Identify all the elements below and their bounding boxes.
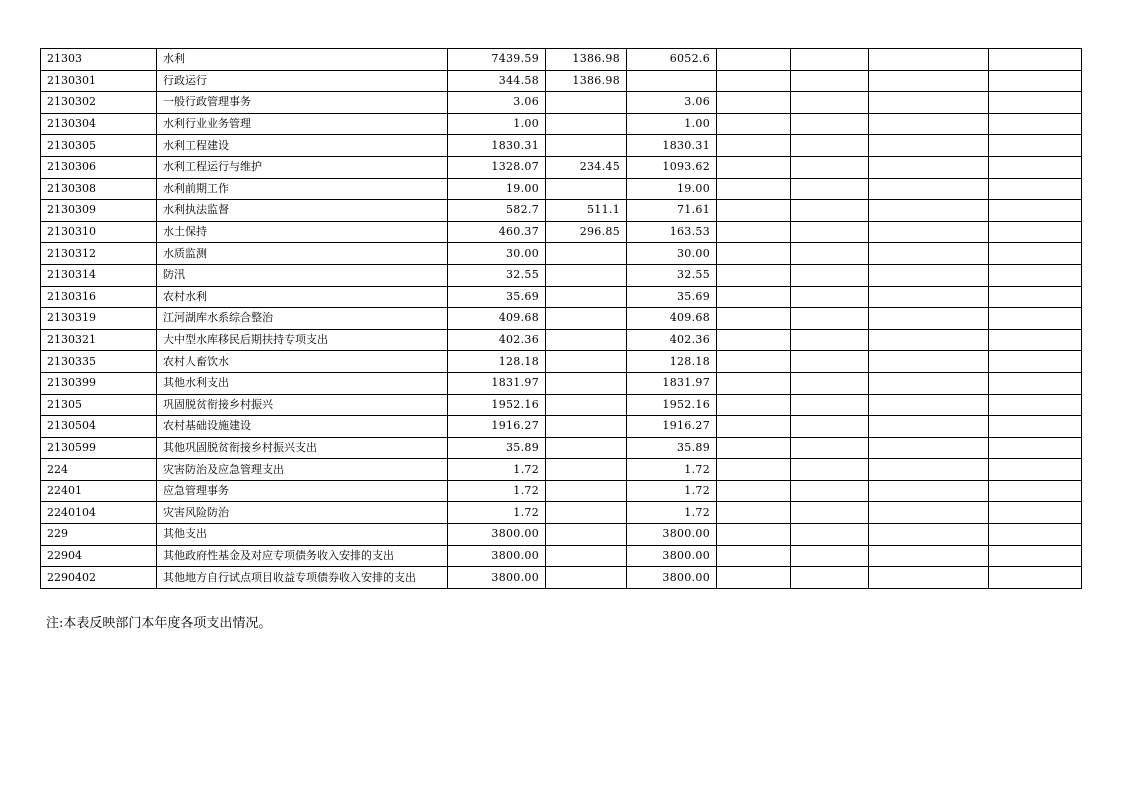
cell-total: 32.55 [448,264,546,286]
cell-item-name: 水利执法监督 [157,200,448,222]
table-row [41,524,1082,546]
cell-item-name: 农村水利 [157,286,448,308]
cell-col8 [869,200,989,222]
cell-item-name: 水利工程建设 [157,135,448,157]
cell-code: 2290402 [41,567,157,589]
cell-col8 [869,178,989,200]
cell-basic-expenditure [546,286,627,308]
table-row [41,372,1082,394]
table-row [41,70,1082,92]
cell-col6 [717,70,791,92]
cell-col6 [717,437,791,459]
cell-project-expenditure [627,70,717,92]
cell-col9 [989,70,1082,92]
cell-code: 2130301 [41,70,157,92]
table-row [41,416,1082,438]
cell-col8 [869,92,989,114]
cell-project-expenditure: 35.69 [627,286,717,308]
cell-item-name: 其他政府性基金及对应专项债务收入安排的支出 [157,545,448,567]
cell-col6 [717,113,791,135]
cell-col9 [989,156,1082,178]
cell-col8 [869,49,989,71]
cell-total: 7439.59 [448,49,546,71]
cell-col8 [869,372,989,394]
cell-basic-expenditure [546,459,627,481]
cell-code: 2130309 [41,200,157,222]
cell-col6 [717,308,791,330]
cell-col7 [791,351,869,373]
cell-project-expenditure: 1952.16 [627,394,717,416]
cell-basic-expenditure [546,372,627,394]
cell-total: 3.06 [448,92,546,114]
cell-col8 [869,524,989,546]
cell-col6 [717,480,791,502]
cell-total: 35.69 [448,286,546,308]
cell-col9 [989,178,1082,200]
cell-col8 [869,308,989,330]
cell-col6 [717,200,791,222]
cell-basic-expenditure: 511.1 [546,200,627,222]
cell-basic-expenditure [546,480,627,502]
cell-col7 [791,416,869,438]
cell-col6 [717,524,791,546]
cell-col6 [717,178,791,200]
cell-code: 2130312 [41,243,157,265]
cell-total: 1.72 [448,459,546,481]
cell-col9 [989,416,1082,438]
cell-col7 [791,372,869,394]
cell-col6 [717,351,791,373]
cell-col7 [791,70,869,92]
cell-col9 [989,264,1082,286]
cell-total: 30.00 [448,243,546,265]
cell-col7 [791,480,869,502]
cell-col9 [989,372,1082,394]
cell-project-expenditure: 1.72 [627,502,717,524]
cell-code: 2130335 [41,351,157,373]
cell-col7 [791,221,869,243]
cell-col7 [791,308,869,330]
table-row [41,113,1082,135]
cell-project-expenditure: 30.00 [627,243,717,265]
cell-project-expenditure: 1916.27 [627,416,717,438]
cell-col6 [717,394,791,416]
cell-project-expenditure: 3800.00 [627,545,717,567]
cell-col9 [989,351,1082,373]
cell-project-expenditure: 71.61 [627,200,717,222]
table-row [41,221,1082,243]
table-row [41,459,1082,481]
table-row [41,545,1082,567]
cell-code: 2130599 [41,437,157,459]
table-row [41,200,1082,222]
cell-item-name: 灾害防治及应急管理支出 [157,459,448,481]
cell-item-name: 水利 [157,49,448,71]
table-row [41,264,1082,286]
cell-project-expenditure: 1830.31 [627,135,717,157]
cell-col9 [989,92,1082,114]
cell-col6 [717,545,791,567]
cell-project-expenditure: 35.89 [627,437,717,459]
cell-col6 [717,416,791,438]
cell-item-name: 灾害风险防治 [157,502,448,524]
cell-item-name: 巩固脱贫衔接乡村振兴 [157,394,448,416]
cell-basic-expenditure [546,545,627,567]
cell-item-name: 应急管理事务 [157,480,448,502]
cell-col9 [989,567,1082,589]
cell-basic-expenditure [546,416,627,438]
table-body [41,49,1082,589]
cell-col8 [869,286,989,308]
cell-col6 [717,135,791,157]
cell-col7 [791,178,869,200]
table-row [41,286,1082,308]
cell-code: 2130308 [41,178,157,200]
cell-project-expenditure: 402.36 [627,329,717,351]
cell-col9 [989,459,1082,481]
cell-code: 2240104 [41,502,157,524]
cell-basic-expenditure [546,437,627,459]
cell-col8 [869,480,989,502]
cell-item-name: 水利行业业务管理 [157,113,448,135]
table-row [41,394,1082,416]
cell-code: 21303 [41,49,157,71]
cell-col9 [989,502,1082,524]
cell-project-expenditure: 6052.6 [627,49,717,71]
cell-col8 [869,502,989,524]
cell-item-name: 行政运行 [157,70,448,92]
cell-col7 [791,49,869,71]
table-footnote: 注:本表反映部门本年度各项支出情况。 [46,616,272,631]
cell-code: 2130304 [41,113,157,135]
cell-basic-expenditure [546,264,627,286]
cell-col6 [717,502,791,524]
cell-col7 [791,156,869,178]
cell-col6 [717,221,791,243]
table-row [41,351,1082,373]
cell-basic-expenditure [546,502,627,524]
cell-col7 [791,135,869,157]
cell-basic-expenditure [546,567,627,589]
expenditure-table [40,48,1082,589]
table-row [41,156,1082,178]
table-row [41,308,1082,330]
table-row [41,437,1082,459]
cell-item-name: 一般行政管理事务 [157,92,448,114]
cell-col8 [869,264,989,286]
cell-code: 2130310 [41,221,157,243]
cell-item-name: 水土保持 [157,221,448,243]
cell-total: 3800.00 [448,545,546,567]
cell-basic-expenditure: 1386.98 [546,49,627,71]
cell-col7 [791,524,869,546]
cell-col8 [869,329,989,351]
cell-col9 [989,49,1082,71]
cell-col7 [791,567,869,589]
cell-total: 3800.00 [448,524,546,546]
cell-project-expenditure: 3800.00 [627,524,717,546]
cell-total: 1916.27 [448,416,546,438]
cell-total: 409.68 [448,308,546,330]
cell-item-name: 水利前期工作 [157,178,448,200]
cell-total: 344.58 [448,70,546,92]
cell-col6 [717,156,791,178]
cell-col6 [717,286,791,308]
cell-col9 [989,545,1082,567]
cell-code: 224 [41,459,157,481]
cell-col7 [791,92,869,114]
cell-total: 1831.97 [448,372,546,394]
table-row [41,135,1082,157]
cell-col6 [717,243,791,265]
cell-col7 [791,264,869,286]
cell-basic-expenditure: 296.85 [546,221,627,243]
cell-project-expenditure: 1.00 [627,113,717,135]
cell-code: 22401 [41,480,157,502]
table-row [41,49,1082,71]
cell-basic-expenditure: 234.45 [546,156,627,178]
cell-total: 19.00 [448,178,546,200]
cell-project-expenditure: 3800.00 [627,567,717,589]
cell-col6 [717,49,791,71]
cell-project-expenditure: 409.68 [627,308,717,330]
cell-col8 [869,113,989,135]
cell-col7 [791,545,869,567]
cell-code: 21305 [41,394,157,416]
cell-basic-expenditure [546,135,627,157]
cell-col9 [989,329,1082,351]
cell-code: 22904 [41,545,157,567]
cell-project-expenditure: 3.06 [627,92,717,114]
cell-total: 1.72 [448,502,546,524]
cell-col6 [717,459,791,481]
cell-project-expenditure: 32.55 [627,264,717,286]
cell-code: 2130319 [41,308,157,330]
cell-col8 [869,135,989,157]
cell-basic-expenditure [546,351,627,373]
cell-col9 [989,200,1082,222]
cell-col9 [989,135,1082,157]
cell-col8 [869,243,989,265]
cell-total: 582.7 [448,200,546,222]
cell-col8 [869,221,989,243]
cell-col9 [989,480,1082,502]
cell-total: 1952.16 [448,394,546,416]
cell-code: 2130504 [41,416,157,438]
cell-basic-expenditure: 1386.98 [546,70,627,92]
cell-project-expenditure: 1.72 [627,480,717,502]
cell-col7 [791,394,869,416]
table-row [41,567,1082,589]
cell-col7 [791,243,869,265]
cell-total: 460.37 [448,221,546,243]
cell-basic-expenditure [546,524,627,546]
cell-col8 [869,351,989,373]
cell-total: 35.89 [448,437,546,459]
table-row [41,178,1082,200]
cell-total: 128.18 [448,351,546,373]
cell-item-name: 水利工程运行与维护 [157,156,448,178]
cell-col7 [791,502,869,524]
cell-col7 [791,200,869,222]
cell-basic-expenditure [546,308,627,330]
cell-col7 [791,286,869,308]
cell-code: 2130302 [41,92,157,114]
cell-item-name: 农村人畜饮水 [157,351,448,373]
cell-total: 402.36 [448,329,546,351]
cell-code: 2130321 [41,329,157,351]
cell-total: 1.00 [448,113,546,135]
cell-item-name: 其他支出 [157,524,448,546]
table-row [41,480,1082,502]
cell-col9 [989,437,1082,459]
cell-col9 [989,524,1082,546]
cell-code: 2130305 [41,135,157,157]
cell-project-expenditure: 1093.62 [627,156,717,178]
cell-col8 [869,545,989,567]
table-row [41,502,1082,524]
cell-col7 [791,437,869,459]
cell-item-name: 其他巩固脱贫衔接乡村振兴支出 [157,437,448,459]
cell-col6 [717,372,791,394]
cell-code: 2130399 [41,372,157,394]
table-row [41,329,1082,351]
cell-col9 [989,221,1082,243]
cell-code: 2130316 [41,286,157,308]
cell-col8 [869,416,989,438]
cell-col9 [989,308,1082,330]
cell-col6 [717,329,791,351]
cell-project-expenditure: 128.18 [627,351,717,373]
cell-item-name: 水质监测 [157,243,448,265]
cell-col8 [869,437,989,459]
table-row [41,92,1082,114]
cell-project-expenditure: 1831.97 [627,372,717,394]
cell-basic-expenditure [546,243,627,265]
cell-col8 [869,156,989,178]
cell-item-name: 防汛 [157,264,448,286]
cell-total: 3800.00 [448,567,546,589]
cell-code: 2130314 [41,264,157,286]
cell-project-expenditure: 163.53 [627,221,717,243]
cell-item-name: 其他水利支出 [157,372,448,394]
cell-item-name: 大中型水库移民后期扶持专项支出 [157,329,448,351]
cell-col9 [989,243,1082,265]
cell-col6 [717,92,791,114]
cell-col8 [869,70,989,92]
cell-item-name: 农村基础设施建设 [157,416,448,438]
cell-total: 1328.07 [448,156,546,178]
cell-basic-expenditure [546,394,627,416]
cell-code: 229 [41,524,157,546]
cell-code: 2130306 [41,156,157,178]
cell-col6 [717,567,791,589]
cell-project-expenditure: 1.72 [627,459,717,481]
cell-col7 [791,459,869,481]
cell-total: 1830.31 [448,135,546,157]
cell-col8 [869,567,989,589]
cell-basic-expenditure [546,329,627,351]
cell-project-expenditure: 19.00 [627,178,717,200]
cell-basic-expenditure [546,178,627,200]
cell-item-name: 其他地方自行试点项目收益专项债券收入安排的支出 [157,567,448,589]
cell-col9 [989,113,1082,135]
cell-col8 [869,459,989,481]
cell-basic-expenditure [546,113,627,135]
cell-item-name: 江河湖库水系综合整治 [157,308,448,330]
cell-col7 [791,329,869,351]
cell-col8 [869,394,989,416]
cell-total: 1.72 [448,480,546,502]
table-row [41,243,1082,265]
cell-col9 [989,286,1082,308]
cell-col9 [989,394,1082,416]
cell-col6 [717,264,791,286]
cell-col7 [791,113,869,135]
cell-basic-expenditure [546,92,627,114]
